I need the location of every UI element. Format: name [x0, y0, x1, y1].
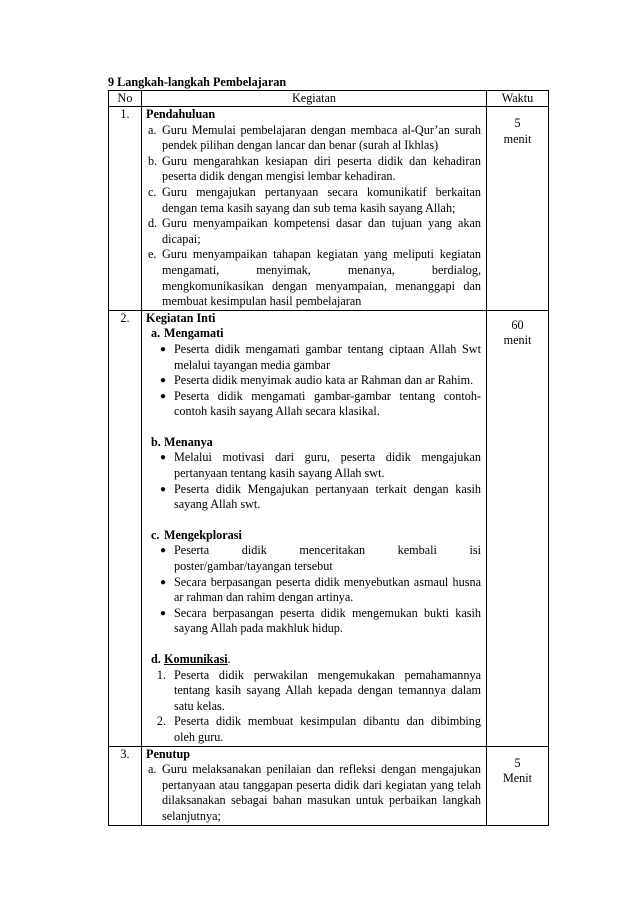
bullet-list: [146, 342, 481, 420]
header-waktu: Waktu: [487, 91, 549, 107]
time-value: 5: [514, 116, 521, 130]
subsection-title: d. Komunikasi.: [151, 652, 231, 666]
bullet-icon: ●: [159, 343, 166, 355]
list-item: ● Peserta didik menceritakan kembali isi poster/gambar/tayangan tersebut: [146, 543, 481, 574]
list-item: ● Peserta didik Mengajukan pertanyaan terkait dengan kasih sayang Allah swt.: [146, 482, 481, 513]
table-row: [109, 746, 549, 825]
row-number: 3.: [109, 746, 142, 825]
row-number: 2.: [109, 310, 142, 746]
list-item: 1. Peserta didik perwakilan mengemukakan pemahamannya tentang kasih sayang Allah kepada dengan temannya dalam satu kelas.: [156, 667, 481, 713]
list-item: ● Secara berpasangan peserta didik mengemukan bukti kasih sayang Allah pada makhluk hidup.: [146, 606, 481, 637]
numbered-list: [146, 668, 481, 746]
list-item: ● Secara berpasangan peserta didik menyebutkan asmaul husna ar rahman dan rahim dengan artinya.: [146, 575, 481, 606]
learning-steps-table: [108, 90, 549, 826]
bullet-icon: ●: [159, 375, 166, 387]
list-item: 2. Peserta didik membuat kesimpulan dibantu dan dibimbing oleh guru.: [156, 714, 481, 744]
activity-list: [146, 123, 481, 310]
bullet-list: [146, 450, 481, 512]
bullet-list: [146, 543, 481, 637]
activity-title: Kegiatan Inti: [146, 310, 216, 325]
bullet-icon: ●: [159, 607, 166, 619]
list-item: ● Melalui motivasi dari guru, peserta didik mengajukan pertanyaan tentang kasih sayang Allah swt.: [146, 450, 481, 481]
list-item: b. Guru mengarahkan kesiapan diri peserta didik dan kehadiran peserta didik dengan mengisi lembar kehadiran.: [148, 153, 481, 184]
subsection-title: c. Mengekplorasi: [151, 527, 242, 542]
subsection-title: b. Menanya: [151, 434, 213, 449]
table-row: [109, 310, 549, 746]
activity-cell: [142, 310, 487, 746]
row-number: 1.: [109, 107, 142, 311]
time-cell: [487, 107, 549, 311]
list-item: c. Guru mengajukan pertanyaan secara komunikatif berkaitan dengan tema kasih sayang dan sub tema kasih sayang Allah;: [148, 184, 481, 215]
list-item: a. Guru Memulai pembelajaran dengan membaca al-Qur’an surah pendek pilihan dengan lancar dan benar (surah al Ikhlas): [148, 122, 481, 153]
section-heading: 9 Langkah-langkah Pembelajaran: [108, 75, 287, 89]
time-unit: menit: [503, 131, 532, 146]
time-cell: [487, 310, 549, 746]
bullet-icon: ●: [159, 545, 166, 557]
activity-cell: [142, 746, 487, 825]
activity-list: [146, 762, 481, 824]
bullet-icon: ●: [159, 576, 166, 588]
header-kegiatan: Kegiatan: [142, 91, 487, 107]
activity-title: Pendahuluan: [146, 107, 216, 121]
list-item: e. Guru menyampaikan tahapan kegiatan yang meliputi kegiatan mengamati, menyimak, menanya, berdialog, mengkomunikasikan dengan menyampaian, menanggapi dan membuat kesimpulan hasil pembelajaran: [148, 247, 481, 309]
time-unit: Menit: [502, 771, 533, 786]
time-value: 5: [514, 755, 521, 770]
list-item: d. Guru menyampaikan kompetensi dasar dan tujuan yang akan dicapai;: [148, 216, 481, 246]
list-item: a. Guru melaksanakan penilaian dan refleksi dengan mengajukan pertanyaan atau tanggapan peserta didik dari kegiatan yang telah dilaksanakan sebagai bahan masukan untuk perbaikan langkah selanjutnya;: [148, 762, 481, 823]
subsection-title: a. Mengamati: [151, 326, 224, 341]
list-item: ● Peserta didik menyimak audio kata ar Rahman dan ar Rahim.: [146, 373, 481, 389]
activity-cell: [142, 107, 487, 311]
table-header-row: [109, 91, 549, 107]
time-value: 60: [511, 317, 524, 332]
time-cell: [487, 746, 549, 825]
bullet-icon: ●: [159, 483, 166, 495]
activity-title: Penutup: [146, 746, 191, 761]
bullet-icon: ●: [159, 390, 166, 402]
bullet-icon: ●: [159, 452, 166, 464]
list-item: ● Peserta didik mengamati gambar-gambar tentang contoh-contoh kasih sayang Allah secara klasikal.: [146, 389, 481, 420]
time-unit: menit: [503, 333, 532, 348]
header-no: No: [109, 91, 142, 107]
document-page: [108, 75, 548, 826]
list-item: ● Peserta didik mengamati gambar tentang ciptaan Allah Swt melalui tayangan media gambar: [146, 342, 481, 373]
table-row: [109, 107, 549, 311]
